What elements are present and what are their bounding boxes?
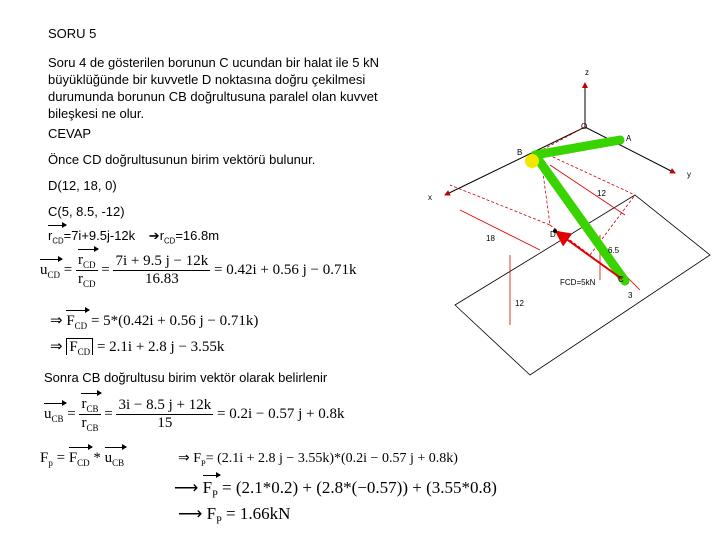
fp-final-symbol: $F_P$ (206, 504, 222, 527)
point-a-label: A (626, 134, 632, 143)
ucd-rcd-fraction: $\frac{r_{CD}}{r_{CD}}$ (77, 252, 96, 289)
fp-line-1: ⇒ $F_P= (2.1i + 2.8$ j − 3.55k)*(0.2i − 0.57 j + 0.8k) (178, 451, 458, 468)
pipe-figure (400, 55, 720, 385)
fp-vector-symbol: $F_P$ (202, 478, 218, 501)
dimension-12b: 12 (515, 299, 524, 308)
question-line: Soru 4 de gösterilen borunun C ucundan bir halat ile 5 kN (48, 55, 379, 70)
dimension-line-18 (460, 210, 540, 250)
rcd-vector-value: =7i+9.5j-12k (63, 228, 136, 243)
long-arrow-icon: ⟶ (178, 504, 203, 523)
fp-line-3 (178, 504, 290, 526)
ucd-result: = 0.42i + 0.56 j − 0.71k (213, 261, 357, 278)
long-arrow-icon: ⟶ (174, 478, 199, 497)
rcd-magnitude-symbol: $r_{CD}$ (159, 228, 176, 246)
implies-icon: ⇒ (50, 313, 63, 329)
force-label: FCD=5kN (560, 278, 596, 287)
rcd-magnitude-value: =16.8m (175, 228, 220, 243)
ucd-equation: $u_{CD}$ = $\frac{r_{CD}}{r_{CD}}$ = $\frac{7i + 9.5 j - 12k}{16.83}$ = 0.42i + 0.56 j − 0.71k (40, 252, 357, 289)
ucb-symbol: $u_{CB}$ (44, 405, 64, 424)
fp-symbol: $F_p$ (40, 450, 53, 468)
ucd-symbol: $u_{CD}$ (40, 261, 61, 280)
point-o-label: O (581, 122, 588, 131)
ucb-numerator: 3i − 8.5 j + 12k (118, 397, 212, 413)
dimension-65: 6.5 (608, 246, 620, 255)
pipe-segment-ab (535, 140, 620, 155)
point-b-label: B (517, 148, 523, 157)
rcd-vector-symbol: $r_{CD}$ (48, 228, 64, 246)
question-title: SORU 5 (48, 26, 97, 41)
question-text (48, 54, 379, 122)
dimension-18: 18 (486, 234, 495, 243)
fp-line1-value: = (2.1i + 2.8 j − 3.55k)*(0.2i − 0.57 j + 0.8k) (205, 451, 458, 466)
ucd-denominator: 16.83 (144, 271, 179, 287)
ucd-numerator: 7i + 9.5 j − 12k (115, 253, 209, 269)
fcd-expression-value: = 5*(0.42i + 0.56 j − 0.71k) (90, 313, 259, 329)
fcd-result (50, 337, 224, 357)
implies-icon: ⇒ (178, 451, 190, 466)
fp-line-2 (174, 478, 497, 500)
fcd-expression (50, 311, 258, 331)
fp-line3-value: = 1.66kN (226, 504, 291, 523)
implies-icon: ⇒ (50, 339, 63, 355)
dimension-12a: 12 (597, 189, 606, 198)
ucb-rcb-fraction: $\frac{r_{CB}}{r_{CB}}$ (81, 396, 99, 433)
dimension-3: 3 (628, 291, 633, 300)
axis-y-label: y (687, 170, 691, 179)
ucb-denominator: 15 (157, 415, 173, 431)
fcd-symbol: $F_{CD}$ (66, 313, 88, 331)
pipe-segment-bc (535, 155, 625, 281)
fp-definition: $F_p = F_{CD} * u_{CB}$ (40, 450, 125, 468)
ucb-value-fraction (116, 397, 213, 432)
answer-label: CEVAP (48, 126, 92, 141)
fcd-result-value: = 2.1i + 2.8 j − 3.55k (96, 339, 225, 355)
axis-z-label: z (585, 68, 589, 77)
question-line: durumunda borunun CB doğrultusuna paralel olan kuvvet (48, 89, 378, 104)
pipe-joint-b (525, 154, 539, 168)
fp-line2-value: = (2.1*0.2) + (2.8*(−0.57)) + (3.55*0.8) (222, 478, 497, 497)
fcd-boxed-symbol: $F_{CD}$ (66, 338, 93, 355)
step1-text: Önce CD doğrultusunun birim vektörü bulunur. (48, 152, 316, 167)
axis-x-label: x (428, 193, 432, 202)
question-line: bileşkesi ne olur. (48, 106, 145, 121)
point-c: C(5, 8.5, -12) (48, 204, 125, 219)
question-line: büyüklüğünde bir kuvvetle D noktasına doğru çekilmesi (48, 72, 366, 87)
point-d: D(12, 18, 0) (48, 178, 117, 193)
arrow-icon: ➔ (148, 228, 160, 243)
step2-text: Sonra CB doğrultusu birim vektör olarak belirlenir (44, 370, 328, 385)
ucd-value-fraction (113, 253, 210, 288)
rcd-line (48, 228, 219, 246)
point-c-label: C (618, 275, 624, 284)
ucb-result: = 0.2i − 0.57 j + 0.8k (216, 405, 345, 422)
ucb-equation: $u_{CB}$ = $\frac{r_{CB}}{r_{CB}}$ = $\frac{3i - 8.5 j + 12k}{15}$ = 0.2i − 0.57 j + 0.8k (44, 396, 345, 433)
x-axis (445, 127, 585, 195)
point-d-label: D (550, 230, 556, 239)
